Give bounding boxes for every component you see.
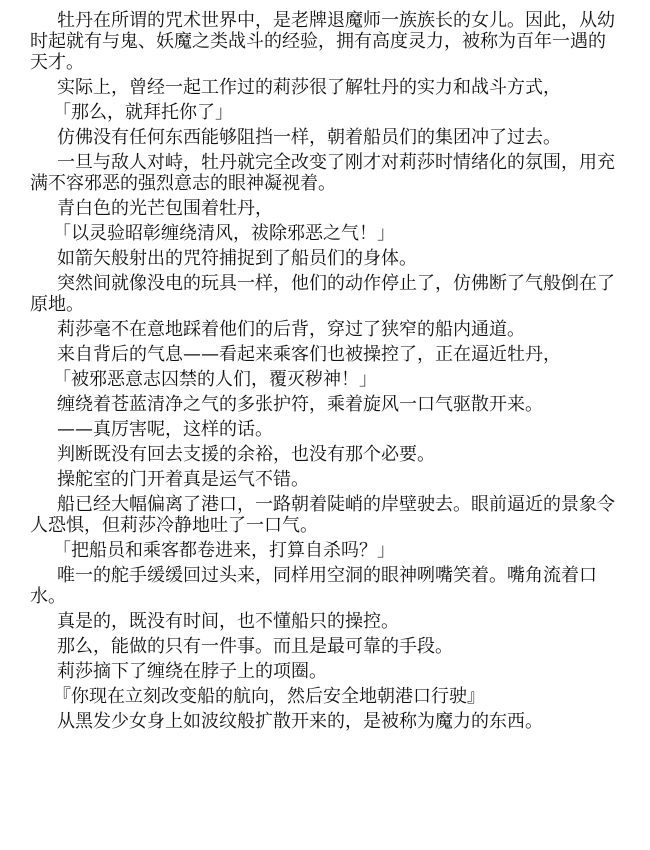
dialog-line: 「被邪恶意志囚禁的人们，覆灭秽神！」 — [53, 369, 377, 390]
paragraph: 实际上，曾经一起工作过的莉莎很了解牡丹的实力和战斗方式， — [57, 77, 561, 98]
dialog-line: 「以灵验昭彰缠绕清风，祓除邪恶之气！」 — [53, 223, 395, 244]
paragraph: 那么，能做的只有一件事。而且是最可靠的手段。 — [57, 636, 453, 657]
paragraph: 莉莎毫不在意地踩着他们的后背，穿过了狭窄的船内通道。 — [57, 319, 525, 340]
paragraph: ——真厉害呢，这样的话。 — [57, 419, 273, 440]
paragraph: 缠绕着苍蓝清净之气的多张护符，乘着旋风一口气驱散开来。 — [57, 394, 543, 415]
dialog-line: 『你现在立刻改变船的航向，然后安全地朝港口行驶』 — [53, 686, 485, 707]
paragraph: 一旦与敌人对峙，牡丹就完全改变了刚才对莉莎时情绪化的氛围，用充满不容邪恶的强烈意志的眼神凝视着。 — [30, 152, 615, 194]
paragraph: 仿佛没有任何东西能够阻挡一样，朝着船员们的集团冲了过去。 — [57, 127, 561, 148]
paragraph: 如箭矢般射出的咒符捕捉到了船员们的身体。 — [57, 248, 417, 269]
paragraph: 判断既没有回去支援的余裕，也没有那个必要。 — [57, 444, 435, 465]
paragraph: 真是的，既没有时间，也不懂船只的操控。 — [57, 611, 399, 632]
paragraph: 唯一的舵手缓缓回过头来，同样用空洞的眼神咧嘴笑着。嘴角流着口水。 — [30, 565, 597, 607]
paragraph: 莉莎摘下了缠绕在脖子上的项圈。 — [57, 661, 327, 682]
paragraph: 青白色的光芒包围着牡丹， — [57, 198, 273, 219]
paragraph: 突然间就像没电的玩具一样，他们的动作停止了，仿佛断了气般倒在了原地。 — [30, 273, 615, 315]
paragraph: 船已经大幅偏离了港口，一路朝着陡峭的岸壁驶去。眼前逼近的景象令人恐惧，但莉莎冷静地吐了一口气。 — [30, 494, 615, 536]
paragraph: 牡丹在所谓的咒术世界中，是老牌退魔师一族族长的女儿。因此，从幼时起就有与鬼、妖魔之类战斗的经验，拥有高度灵力，被称为百年一遇的天才。 — [30, 10, 615, 73]
paragraph: 来自背后的气息——看起来乘客们也被操控了，正在逼近牡丹， — [57, 344, 561, 365]
paragraph: 从黑发少女身上如波纹般扩散开来的，是被称为魔力的东西。 — [57, 711, 543, 732]
dialog-line: 「那么，就拜托你了」 — [53, 102, 233, 123]
dialog-line: 「把船员和乘客都卷进来，打算自杀吗？」 — [53, 540, 395, 561]
paragraph: 操舵室的门开着真是运气不错。 — [57, 469, 309, 490]
